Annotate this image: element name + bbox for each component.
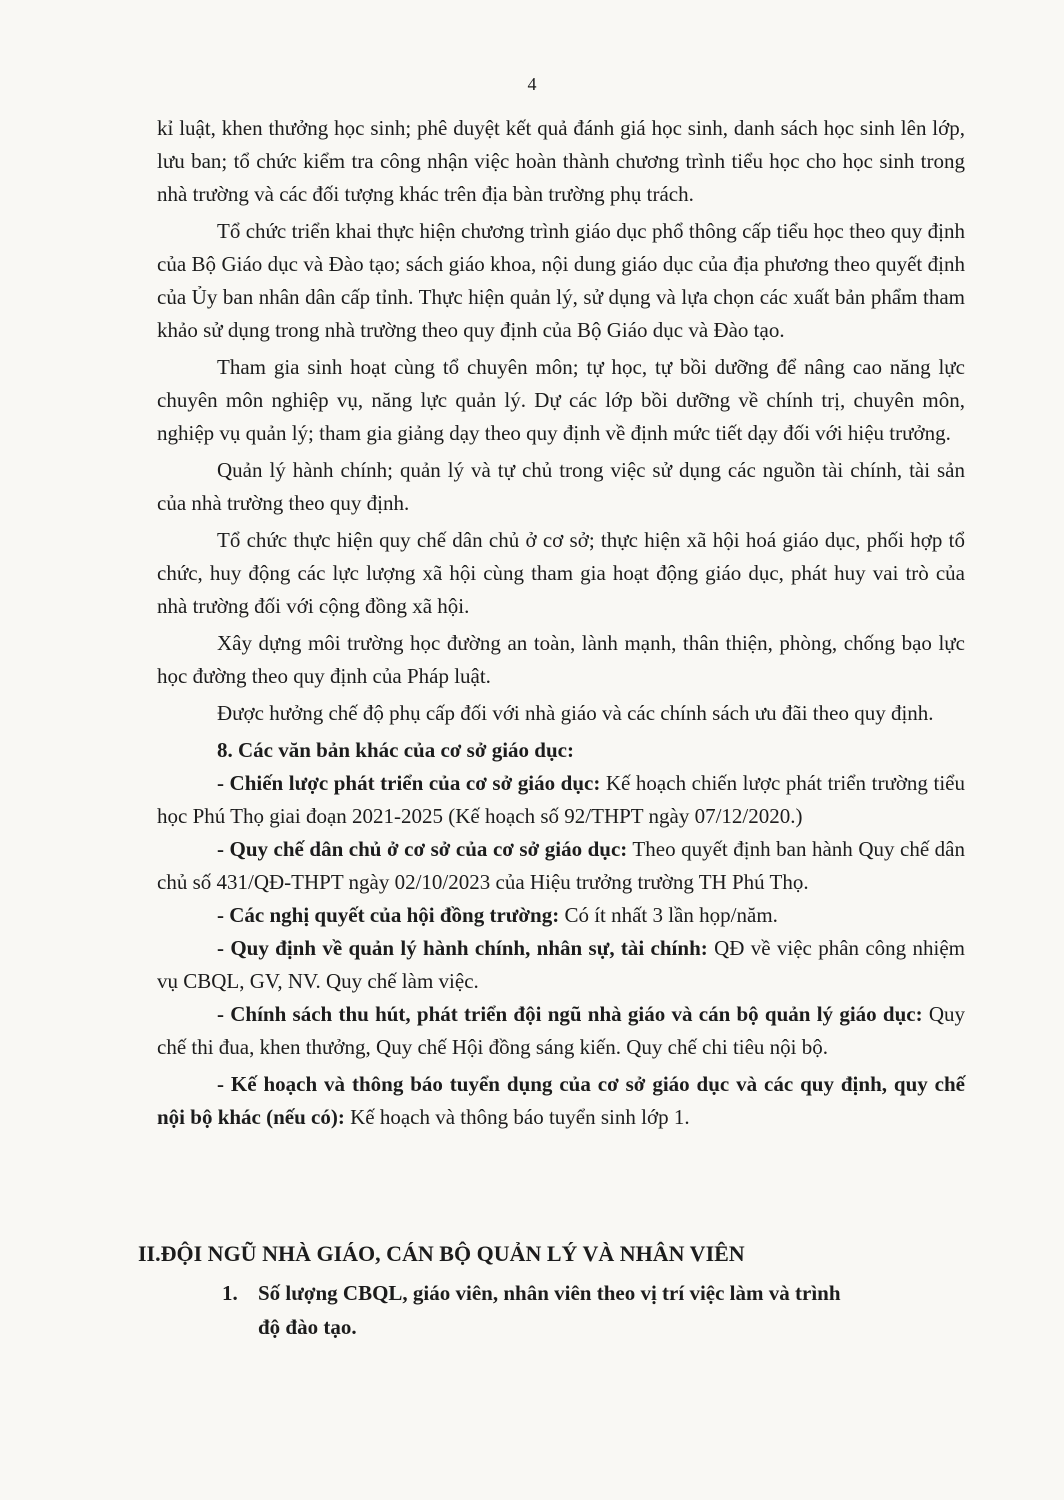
item-text: Kế hoạch và thông báo tuyển sinh lớp 1. <box>344 1105 690 1129</box>
paragraph-democracy: Tổ chức thực hiện quy chế dân chủ ở cơ sở; thực hiện xã hội hoá giáo dục, phối hợp tổ chức, huy động các lực lượng xã hội cùng tham gia hoạt động giáo dục, phát huy vai trò của nhà trường đối với cộng đồng xã hội. <box>157 528 965 618</box>
section-8-item <box>157 1068 965 1134</box>
subheading-line-1: Số lượng CBQL, giáo viên, nhân viên theo vị trí việc làm và trình <box>258 1281 841 1305</box>
section-8-heading: 8. Các văn bản khác của cơ sở giáo dục: <box>217 738 574 762</box>
item-label: - Quy chế dân chủ ở cơ sở của cơ sở giáo dục: <box>217 837 628 861</box>
paragraph-training: Tham gia sinh hoạt cùng tổ chuyên môn; tự học, tự bồi dưỡng để nâng cao năng lực chuyên môn nghiệp vụ, năng lực quản lý. Dự các lớp bồi dưỡng về chính trị, chuyên môn, nghiệp vụ quản lý; tham gia giảng dạy theo quy định về định mức tiết dạy đối với hiệu trưởng. <box>157 355 965 445</box>
item-label: - Chính sách thu hút, phát triển đội ngũ nhà giáo và cán bộ quản lý giáo dục: <box>217 1002 923 1026</box>
item-text: Quy chế thi đua, khen thưởng, Quy chế Hội đồng sáng kiến. Quy chế chi tiêu nội bộ. <box>157 1002 965 1059</box>
document-body <box>157 112 965 1134</box>
item-label: - Quy định về quản lý hành chính, nhân sự, tài chính: <box>217 936 708 960</box>
section-8-item <box>157 899 965 932</box>
paragraph-curriculum: Tổ chức triển khai thực hiện chương trình giáo dục phổ thông cấp tiểu học theo quy định của Bộ Giáo dục và Đào tạo; sách giáo khoa, nội dung giáo dục của địa phương theo quyết định của Ủy ban nhân dân cấp tỉnh. Thực hiện quản lý, sử dụng và lựa chọn các xuất bản phẩm tham khảo sử dụng trong nhà trường theo quy định của Bộ Giáo dục và Đào tạo. <box>157 219 965 342</box>
section-8-item <box>157 998 965 1064</box>
item-text: QĐ về việc phân công nhiệm vụ CBQL, GV, NV. Quy chế làm việc. <box>157 936 965 993</box>
page-number: 4 <box>527 74 537 94</box>
paragraph-continuation: kỉ luật, khen thưởng học sinh; phê duyệt kết quả đánh giá học sinh, danh sách học sinh lên lớp, lưu ban; tổ chức kiểm tra công nhận việc hoàn thành chương trình tiểu học cho học sinh trong nhà trường và các đối tượng khác trên địa bàn trường phụ trách. <box>157 116 965 206</box>
item-text: Có ít nhất 3 lần họp/năm. <box>559 903 778 927</box>
subheading-line-2: độ đào tạo. <box>258 1315 357 1339</box>
item-text: Theo quyết định ban hành Quy chế dân chủ số 431/QĐ-THPT ngày 02/10/2023 của Hiệu trưởng trường TH Phú Thọ. <box>157 837 965 894</box>
paragraph-finance: Quản lý hành chính; quản lý và tự chủ trong việc sử dụng các nguồn tài chính, tài sản của nhà trường theo quy định. <box>157 458 965 515</box>
section-8-item <box>157 767 965 833</box>
subheading-number: 1. <box>222 1281 238 1305</box>
section-8-item <box>157 833 965 899</box>
item-text: Kế hoạch chiến lược phát triển trường tiểu học Phú Thọ giai đoạn 2021-2025 (Kế hoạch số 92/THPT ngày 07/12/2020.) <box>157 771 965 828</box>
section-2-subheading <box>222 1276 982 1344</box>
section-2-title: II.ĐỘI NGŨ NHÀ GIÁO, CÁN BỘ QUẢN LÝ VÀ NHÂN VIÊN <box>138 1241 745 1266</box>
item-label: - Các nghị quyết của hội đồng trường: <box>217 903 560 927</box>
section-8-item <box>157 932 965 998</box>
item-label: - Kế hoạch và thông báo tuyển dụng của cơ sở giáo dục và các quy định, quy chế nội bộ khác (nếu có): <box>157 1072 965 1129</box>
paragraph-allowance: Được hưởng chế độ phụ cấp đối với nhà giáo và các chính sách ưu đãi theo quy định. <box>217 701 934 725</box>
paragraph-safe-environment: Xây dựng môi trường học đường an toàn, lành mạnh, thân thiện, phòng, chống bạo lực học đường theo quy định của Pháp luật. <box>157 631 965 688</box>
item-label: - Chiến lược phát triển của cơ sở giáo dục: <box>217 771 601 795</box>
